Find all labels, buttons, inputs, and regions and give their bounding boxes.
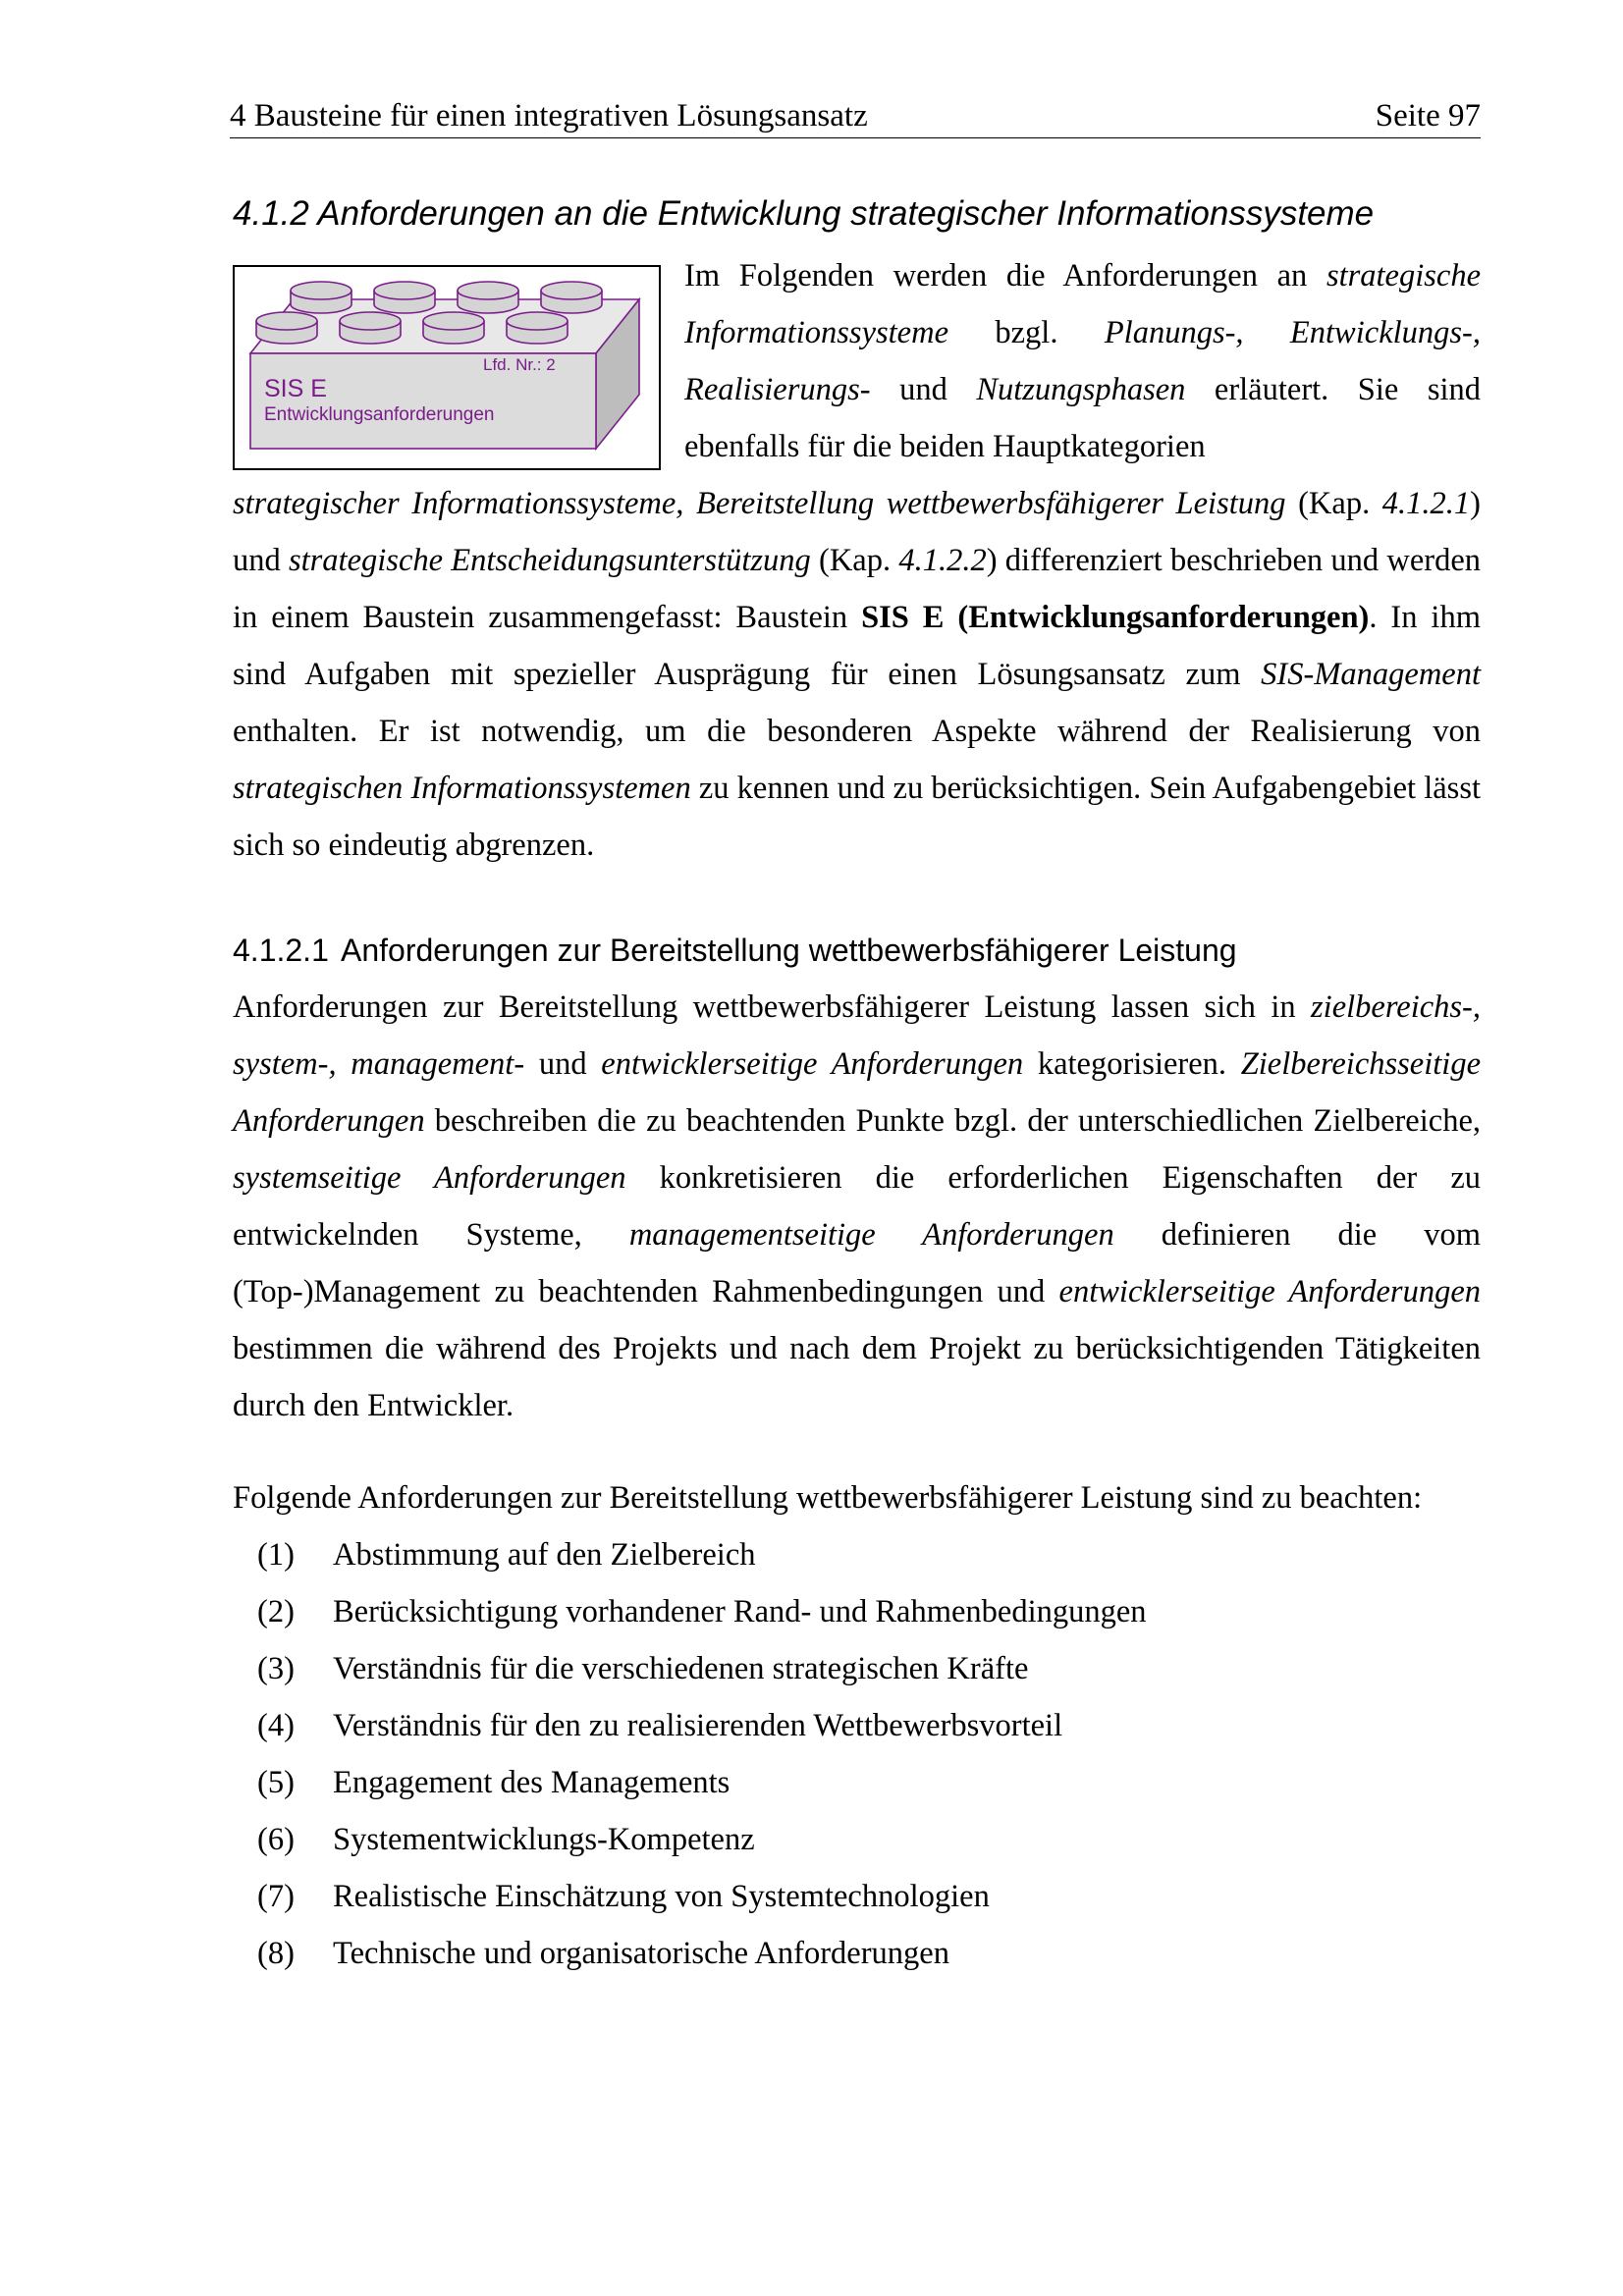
page-number: Seite 97 [1375, 98, 1481, 133]
list-item: (2) Berücksichtigung vorhandener Rand- und Rahmenbedingungen [257, 1594, 1147, 1629]
block-code: SIS E [264, 375, 327, 402]
subsection-heading [233, 929, 1481, 972]
lego-brick-icon [235, 267, 659, 468]
list-item: (3) Verständnis für die verschiedenen strategischen Kräfte [257, 1651, 1029, 1686]
intro-paragraph: strategischer Informationssysteme, Bereitstellung wettbewerbsfähigerer Leistung (Kap. 4.1.2.1) und strategische Entscheidungsunterstützung (Kap. 4.1.2.2) differenziert beschrieben und werden in einem Baustein zusammengefasst: Baustein SIS E (Entwicklungsanforderungen). In ihm sind Aufgaben mit spezieller Ausprägung für einen Lösungsansatz zum SIS-Management enthalten. Er ist notwendig, um die besonderen Aspekte während der Realisierung von strategischen Informationssystemen zu kennen und zu berücksichtigen. Sein Aufgabengebiet lässt sich so eindeutig abgrenzen. [233, 486, 1482, 863]
block-number: Lfd. Nr.: 2 [483, 355, 556, 374]
list-item: (1) Abstimmung auf den Zielbereich [257, 1537, 756, 1573]
list-item: (4) Verständnis für den zu realisierenden Wettbewerbsvorteil [257, 1708, 1063, 1743]
requirements-list [233, 1526, 1481, 1982]
section-heading [233, 192, 1374, 236]
block-name: Entwicklungsanforderungen [264, 404, 495, 425]
section-title: Anforderungen an die Entwicklung strategischer Informationssysteme [317, 194, 1375, 233]
categories-paragraph: Anforderungen zur Bereitstellung wettbewerbsfähigerer Leistung lassen sich in zielbereichs-, system-, management- und entwicklerseitige Anforderungen kategorisieren. Zielbereichsseitige Anforderungen beschreiben die zu beachtenden Punkte bzgl. der unterschiedlichen Zielbereiche, systemseitige Anforderungen konkretisieren die erforderlichen Eigenschaften der zu entwickelnden Systeme, managementseitige Anforderungen definieren die vom (Top-)Management zu beachtenden Rahmenbedingungen und entwicklerseitige Anforderungen bestimmen die während des Projekts und nach dem Projekt zu berücksichtigenden Tätigkeiten durch den Entwickler. [233, 989, 1482, 1423]
building-block-figure [233, 265, 661, 470]
subsection-title: Anforderungen zur Bereitstellung wettbewerbsfähigerer Leistung [341, 933, 1237, 968]
list-item: (6) Systementwicklungs-Kompetenz [257, 1822, 755, 1857]
running-header [230, 94, 1481, 138]
section-number: 4.1.2 [233, 194, 309, 233]
subsection-number: 4.1.2.1 [233, 933, 329, 968]
list-item: (7) Realistische Einschätzung von Systemtechnologien [257, 1879, 990, 1914]
list-item: (8) Technische und organisatorische Anforderungen [257, 1936, 949, 1971]
intro-paragraph-wrap: Im Folgenden werden die Anforderungen an strategische Informationssysteme bzgl. Planungs-, Entwicklungs-, Realisierungs- und Nutzungsphasen erläutert. Sie sind ebenfalls für die beiden Hauptkategorien [684, 258, 1482, 464]
list-intro: Folgende Anforderungen zur Bereitstellung wettbewerbsfähigerer Leistung sind zu beachten: [233, 1480, 1423, 1516]
list-item: (5) Engagement des Managements [257, 1765, 730, 1800]
building-block-label: SIS E (Entwicklungsanforderungen) [861, 600, 1370, 635]
header-title: 4 Bausteine für einen integrativen Lösungsansatz [230, 98, 868, 133]
cross-reference: 4.1.2.1 [1381, 486, 1471, 521]
cross-reference: 4.1.2.2 [898, 543, 987, 578]
